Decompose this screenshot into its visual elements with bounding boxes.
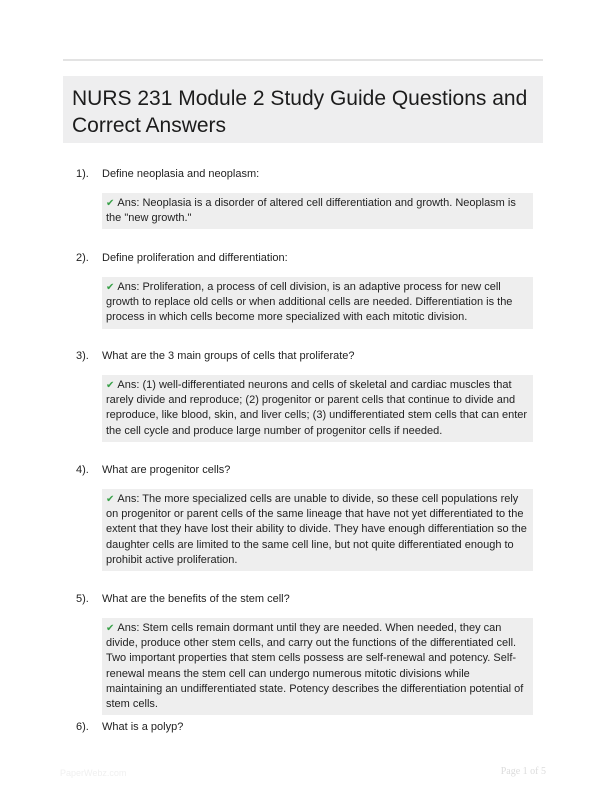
question-text: What is a polyp?	[102, 721, 184, 733]
answer-text: Ans: Neoplasia is a disorder of altered cell differentiation and growth. Neoplasm is the "new growth."	[106, 197, 516, 225]
answer-text: Ans: Stem cells remain dormant until they are needed. When needed, they can divide, produce other stem cells, and carry out the functions of the differentiated cell. Two important properties that stem cells possess are self-renewal and potency. Self-renewal means the stem cell can undergo numerous mitotic divisions while maintaining an undifferentiated state. Potency describes the differentiation potential of stem cells.	[106, 622, 524, 711]
check-icon: ✔	[106, 494, 115, 505]
footer-watermark: PaperWebz.com	[60, 768, 127, 778]
title-banner	[63, 76, 543, 143]
question-number: 3).	[76, 350, 89, 362]
question-number: 2).	[76, 252, 89, 264]
page-title: NURS 231 Module 2 Study Guide Questions and Correct Answers	[72, 87, 528, 137]
question-text: What are the benefits of the stem cell?	[102, 593, 290, 605]
question-number: 1).	[76, 168, 89, 180]
answer-box	[102, 193, 533, 229]
question-text: What are progenitor cells?	[102, 464, 231, 476]
check-icon: ✔	[106, 282, 115, 293]
answer-text: Ans: The more specialized cells are unable to divide, so these cell populations rely on progenitor or parent cells of the same lineage that have not yet differentiated to the extent that they have lost their ability to divide. They have enough differentiation so the daughter cells are limited to the same cell line, but not quite differentiated enough to prohibit active proliferation.	[106, 493, 527, 566]
answer-box	[102, 277, 533, 329]
question-number: 4).	[76, 464, 89, 476]
top-divider	[63, 59, 543, 61]
question-number: 5).	[76, 593, 89, 605]
answer-box	[102, 618, 533, 715]
answer-box	[102, 375, 533, 442]
answer-box	[102, 489, 533, 571]
check-icon: ✔	[106, 380, 115, 391]
answer-text: Ans: (1) well-differentiated neurons and cells of skeletal and cardiac muscles that rarely divide and reproduce; (2) progenitor or parent cells that continue to divide and reproduce, like blood, skin, and liver cells; (3) undifferentiated stem cells that can enter the cell cycle and produce large number of progenitor cells if needed.	[106, 379, 528, 437]
answer-text: Ans: Proliferation, a process of cell division, is an adaptive process for new cell growth to replace old cells or when additional cells are needed. Differentiation is the process in which cells become more specialized with each mitotic division.	[106, 281, 513, 324]
check-icon: ✔	[106, 623, 115, 634]
question-text: Define neoplasia and neoplasm:	[102, 168, 260, 180]
check-icon: ✔	[106, 198, 115, 209]
question-text: Define proliferation and differentiation:	[102, 252, 288, 264]
page-number: Page 1 of 5	[500, 766, 546, 777]
question-text: What are the 3 main groups of cells that proliferate?	[102, 350, 355, 362]
question-number: 6).	[76, 721, 89, 733]
